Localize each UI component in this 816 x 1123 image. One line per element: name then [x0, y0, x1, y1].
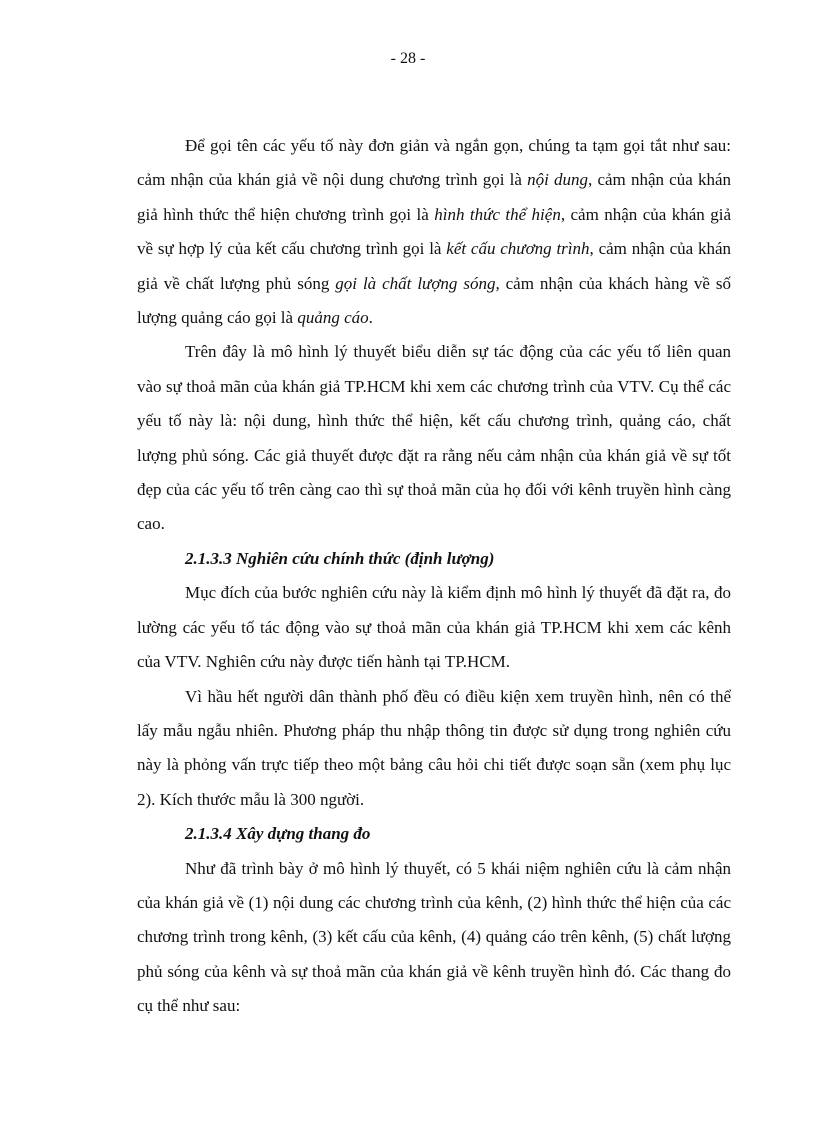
italic-term: kết cấu chương trình: [446, 239, 590, 259]
paragraph-sampling-method: Vì hầu hết người dân thành phố đều có điều kiện xem truyền hình, nên có thể lấy mẫu ngẫu nhiên. Phương pháp thu nhập thông tin được sử dụng trong nghiên cứu này là phỏng vấn trực tiếp theo một bảng câu hỏi chi tiết được soạn sẵn (xem phụ lục 2). Kích thước mẫu là 300 người.: [137, 686, 731, 809]
italic-term: quảng cáo: [297, 308, 369, 328]
paragraph-scale-concepts: Như đã trình bày ở mô hình lý thuyết, có 5 khái niệm nghiên cứu là cảm nhận của khán giả về (1) nội dung các chương trình của kênh, (2) hình thức thể hiện của các chương trình trong kênh, (3) kết cấu của kênh, (4) quảng cáo trên kênh, (5) chất lượng phủ sóng của kênh và sự thoả mãn của khán giả về kênh truyền hình đó. Các thang đo cụ thể như sau:: [137, 858, 731, 1016]
section-heading-2-1-3-4: 2.1.3.4 Xây dựng thang đo: [185, 824, 371, 844]
paragraph-text: Để gọi tên các yếu tố này đơn giản và ngắn gọn, chúng ta tạm gọi tắt như sau: cảm nhận của khán giả về nội dung chương trình gọi là: [137, 136, 731, 190]
body-text: [137, 129, 731, 1024]
paragraph-research-purpose: Mục đích của bước nghiên cứu này là kiểm định mô hình lý thuyết đã đặt ra, đo lường các yếu tố tác động vào sự thoả mãn của khán giả TP.HCM khi xem các kênh của VTV. Nghiên cứu này được tiến hành tại TP.HCM.: [137, 583, 731, 672]
paragraph-text: .: [368, 308, 373, 328]
paragraph-text: cảm nhận của khách hàng về số lượng quảng cáo gọi là: [137, 273, 732, 328]
paragraph-term-definitions: [137, 129, 731, 335]
page-number: - 28 -: [390, 50, 426, 67]
paragraph-text: , cảm nhận của khán giả về sự hợp lý của kết cấu chương trình gọi là: [137, 204, 731, 259]
paragraph-text: , cảm nhận của khán giả hình thức thể hiện chương trình gọi là: [137, 170, 731, 224]
section-heading-2-1-3-3: 2.1.3.3 Nghiên cứu chính thức (định lượng): [185, 548, 495, 568]
italic-term: nội dung: [527, 170, 589, 190]
italic-term: hình thức thể hiện: [434, 204, 561, 224]
italic-term: gọi là chất lượng sóng,: [335, 273, 500, 293]
paragraph-model-summary: Trên đây là mô hình lý thuyết biểu diễn sự tác động của các yếu tố liên quan vào sự thoả mãn của khán giả TP.HCM khi xem các chương trình của VTV. Cụ thể các yếu tố này là: nội dung, hình thức thể hiện, kết cấu chương trình, quảng cáo, chất lượng phủ sóng. Các giả thuyết được đặt ra rằng nếu cảm nhận của khán giả về sự tốt đẹp của các yếu tố trên càng cao thì sự thoả mãn của họ đối với kênh truyền hình càng cao.: [137, 342, 731, 534]
paragraph-text: , cảm nhận của khán giả về chất lượng phủ sóng: [137, 239, 732, 293]
